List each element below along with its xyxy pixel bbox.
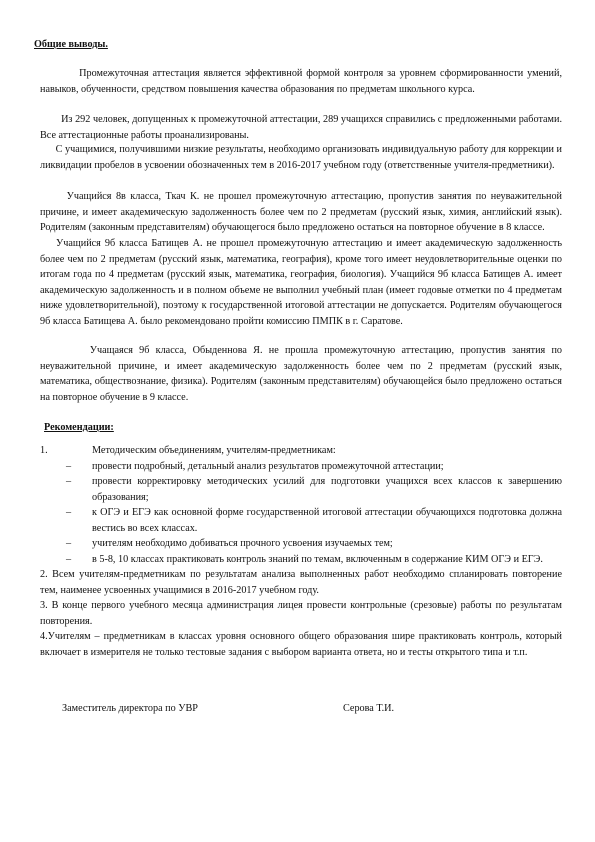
dash-marker: – xyxy=(66,460,72,472)
paragraph-student-8v: Учащийся 8в класса, Ткач К. не прошел промежуточную аттестацию, пропустив занятия по неуважительной причине, и имеет академическую задолженность более чем по 2 предметам (русский язык, химия, английский язык). Родителям (законным представителям) обучающегося было предложено остаться на повторное обучение в 8 классе. xyxy=(40,191,562,233)
dash-marker: – xyxy=(66,507,72,518)
sub-list-item-text: к ОГЭ и ЕГЭ как основной форме государственной итоговой аттестации обучающихся подготовка должна вестись во всех классах. xyxy=(92,507,562,534)
paragraph-student-9b-obydennova: Учащаяся 9б класса, Обыденнова Я. не прошла промежуточную аттестацию, пропустив занятия по неуважительной причине, и имеет академическую задолженность более чем по 2 предметам (русский язык, математика, обществознание, физика). Родителям (законным представителям) обучающейся было предложено остаться на повторное обучение в 9 классе. xyxy=(40,345,562,403)
list-item-4: 4.Учителям – предметникам в классах уровня основного общего образования шире практиковать контроль, который включает в измерителя не только тестовые задания с выбором варианта ответа, но и тесты открытого типа и т.п. xyxy=(40,631,562,658)
recommendations-list xyxy=(40,443,562,660)
dash-marker: – xyxy=(66,476,72,487)
sub-list-item xyxy=(40,552,562,568)
paragraph-intro: Промежуточная аттестация является эффективной формой контроля за уровнем сформированности умений, навыков, обученности, средством повышения качества образования по предметам школьного курса. xyxy=(40,68,562,95)
section-heading: Общие выводы. xyxy=(34,39,108,50)
dash-marker: – xyxy=(66,553,72,565)
sub-list-item-text: провести корректировку методических усилий для подготовки учащихся всех классов к завершению образования; xyxy=(92,476,562,503)
signature-position: Заместитель директора по УВР xyxy=(62,703,198,714)
sub-list-item xyxy=(40,459,562,475)
sub-list-item xyxy=(40,536,562,552)
paragraph-low-results: С учащимися, получившими низкие результаты, необходимо организовать индивидуальную работу для коррекции и ликвидации пробелов в усвоении обозначенных тем в 2016-2017 учебном году (ответственные учителя-предметники). xyxy=(40,144,562,171)
recommendations-heading: Рекомендации: xyxy=(44,422,114,433)
sub-list-item xyxy=(40,474,562,505)
list-item xyxy=(40,443,562,459)
sub-list-item-text: учителям необходимо добиваться прочного усвоения изучаемых тем; xyxy=(92,538,393,549)
list-item-text: Методическим объединениям, учителям-предметникам: xyxy=(92,445,336,456)
list-item-3: 3. В конце первого учебного месяца администрация лицея провести контрольные (срезовые) работы по результатам повторения. xyxy=(40,600,562,627)
dash-marker: – xyxy=(66,538,72,549)
list-number: 1. xyxy=(40,445,48,456)
paragraph-student-9b-batishchev: Учащийся 9б класса Батищев А. не прошел промежуточную аттестацию и имеет академическую задолженность более чем по 2 предметам (русский язык, математика, география), кроме того имеет неудовлетворительные оценки по итогам года по 4 предметам (русский язык, математика, география, биология). Учащийся 9б класса Батищев А. имеет академическую задолженность и в полном объеме не выполнил учебный план (имеет годовые отметки по 4 предметам ниже удовлетворительной), поэтому к государственной итоговой аттестации не допускается. Родителям обучающегося 9б класса Батищева А. было рекомендовано пройти комиссию ПМПК в г. Саратове. xyxy=(40,238,562,327)
sub-list-item xyxy=(40,505,562,536)
signature-name: Серова Т.И. xyxy=(343,703,395,714)
sub-list-item-text: в 5-8, 10 классах практиковать контроль знаний по темам, включенным в содержание КИМ ОГЭ и ЕГЭ. xyxy=(92,553,543,565)
paragraph-results: Из 292 человек, допущенных к промежуточной аттестации, 289 учащихся справились с предложенными работами. Все аттестационные работы проанализированы. xyxy=(40,114,562,141)
list-item-2: 2. Всем учителям-предметникам по результатам анализа выполненных работ необходимо спланировать повторение тем, наименее усвоенных учащимися в 2016-2017 учебном году. xyxy=(40,569,562,596)
sub-list-item-text: провести подробный, детальный анализ результатов промежуточной аттестации; xyxy=(92,460,444,472)
